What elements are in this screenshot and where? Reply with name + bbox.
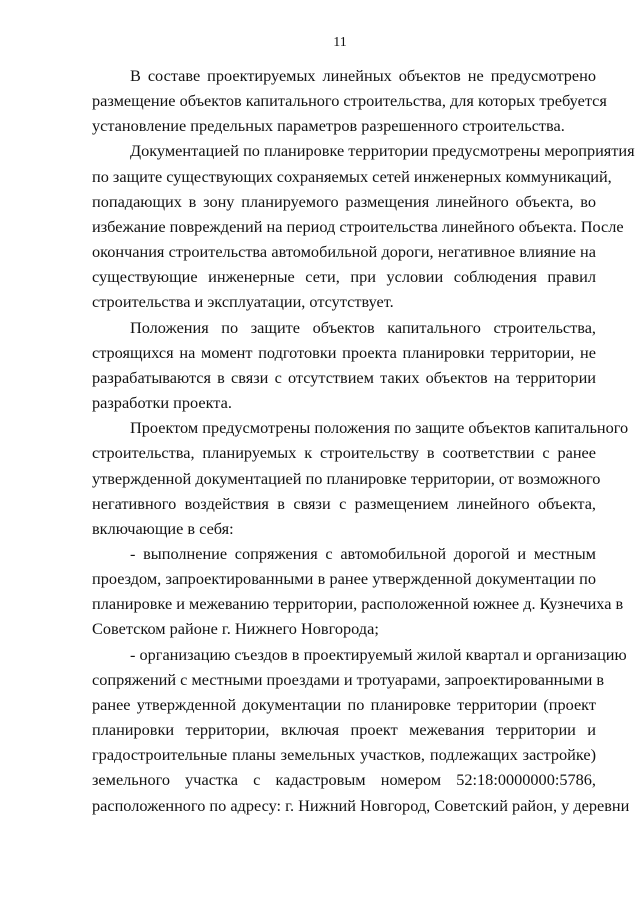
paragraph bbox=[92, 315, 596, 416]
text-line: Положения по защите объектов капитального строительства, bbox=[130, 317, 596, 337]
text-line: градостроительные планы земельных участков, подлежащих застройке) bbox=[92, 745, 596, 765]
text-line: - организацию съездов в проектируемый жилой квартал и организацию bbox=[130, 644, 627, 664]
text-line: попадающих в зону планируемого размещения линейного объекта, во bbox=[92, 191, 596, 211]
text-line: негативного воздействия в связи с размещением линейного объекта, bbox=[92, 493, 596, 513]
document-body bbox=[92, 63, 635, 818]
paragraph bbox=[92, 415, 629, 541]
text-line: В составе проектируемых линейных объектов не предусмотрено bbox=[130, 66, 596, 85]
text-line: расположенного по адресу: г. Нижний Новгород, Советский район, у деревни bbox=[92, 795, 630, 815]
text-line: сопряжений с местными проездами и тротуарами, запроектированными в bbox=[92, 669, 605, 689]
paragraph bbox=[92, 138, 635, 314]
text-line: размещение объектов капитального строительства, для которых требуется bbox=[92, 91, 607, 111]
text-line: земельного участка с кадастровым номером 52:18:0000000:5786, bbox=[92, 770, 596, 790]
paragraph bbox=[92, 63, 607, 138]
paragraph bbox=[92, 541, 624, 642]
text-line: строящихся на момент подготовки проекта планировки территории, не bbox=[92, 342, 596, 362]
page-number: 11 bbox=[333, 35, 347, 50]
text-line: Документацией по планировке территории предусмотрены мероприятия bbox=[130, 141, 635, 161]
text-line: планировке и межеванию территории, расположенной южнее д. Кузнечиха в bbox=[92, 594, 624, 614]
text-line: существующие инженерные сети, при условии соблюдения правил bbox=[92, 267, 596, 287]
text-line: строительства и эксплуатации, отсутствует. bbox=[92, 292, 394, 312]
text-line: избежание повреждений на период строительства линейного объекта. После bbox=[92, 216, 624, 236]
text-line: установление предельных параметров разрешенного строительства. bbox=[92, 116, 565, 136]
text-line: строительства, планируемых к строительству в соответствии с ранее bbox=[92, 443, 596, 463]
text-line: включающие в себя: bbox=[92, 518, 234, 538]
text-line: Проектом предусмотрены положения по защите объектов капитального bbox=[130, 418, 629, 438]
text-line: ранее утвержденной документации по планировке территории (проект bbox=[92, 694, 596, 714]
text-line: по защите существующих сохраняемых сетей инженерных коммуникаций, bbox=[92, 166, 612, 186]
paragraph bbox=[92, 642, 630, 818]
text-line: - выполнение сопряжения с автомобильной дорогой и местным bbox=[130, 543, 596, 563]
text-line: разработки проекта. bbox=[92, 393, 232, 413]
text-line: планировки территории, включая проект межевания территории и bbox=[92, 720, 596, 740]
text-line: окончания строительства автомобильной дороги, негативное влияние на bbox=[92, 242, 596, 262]
text-line: Советском районе г. Нижнего Новгорода; bbox=[92, 619, 379, 639]
text-line: проездом, запроектированными в ранее утвержденной документации по bbox=[92, 569, 596, 589]
text-line: утвержденной документацией по планировке территории, от возможного bbox=[92, 468, 601, 488]
text-line: разрабатываются в связи с отсутствием таких объектов на территории bbox=[92, 367, 596, 387]
